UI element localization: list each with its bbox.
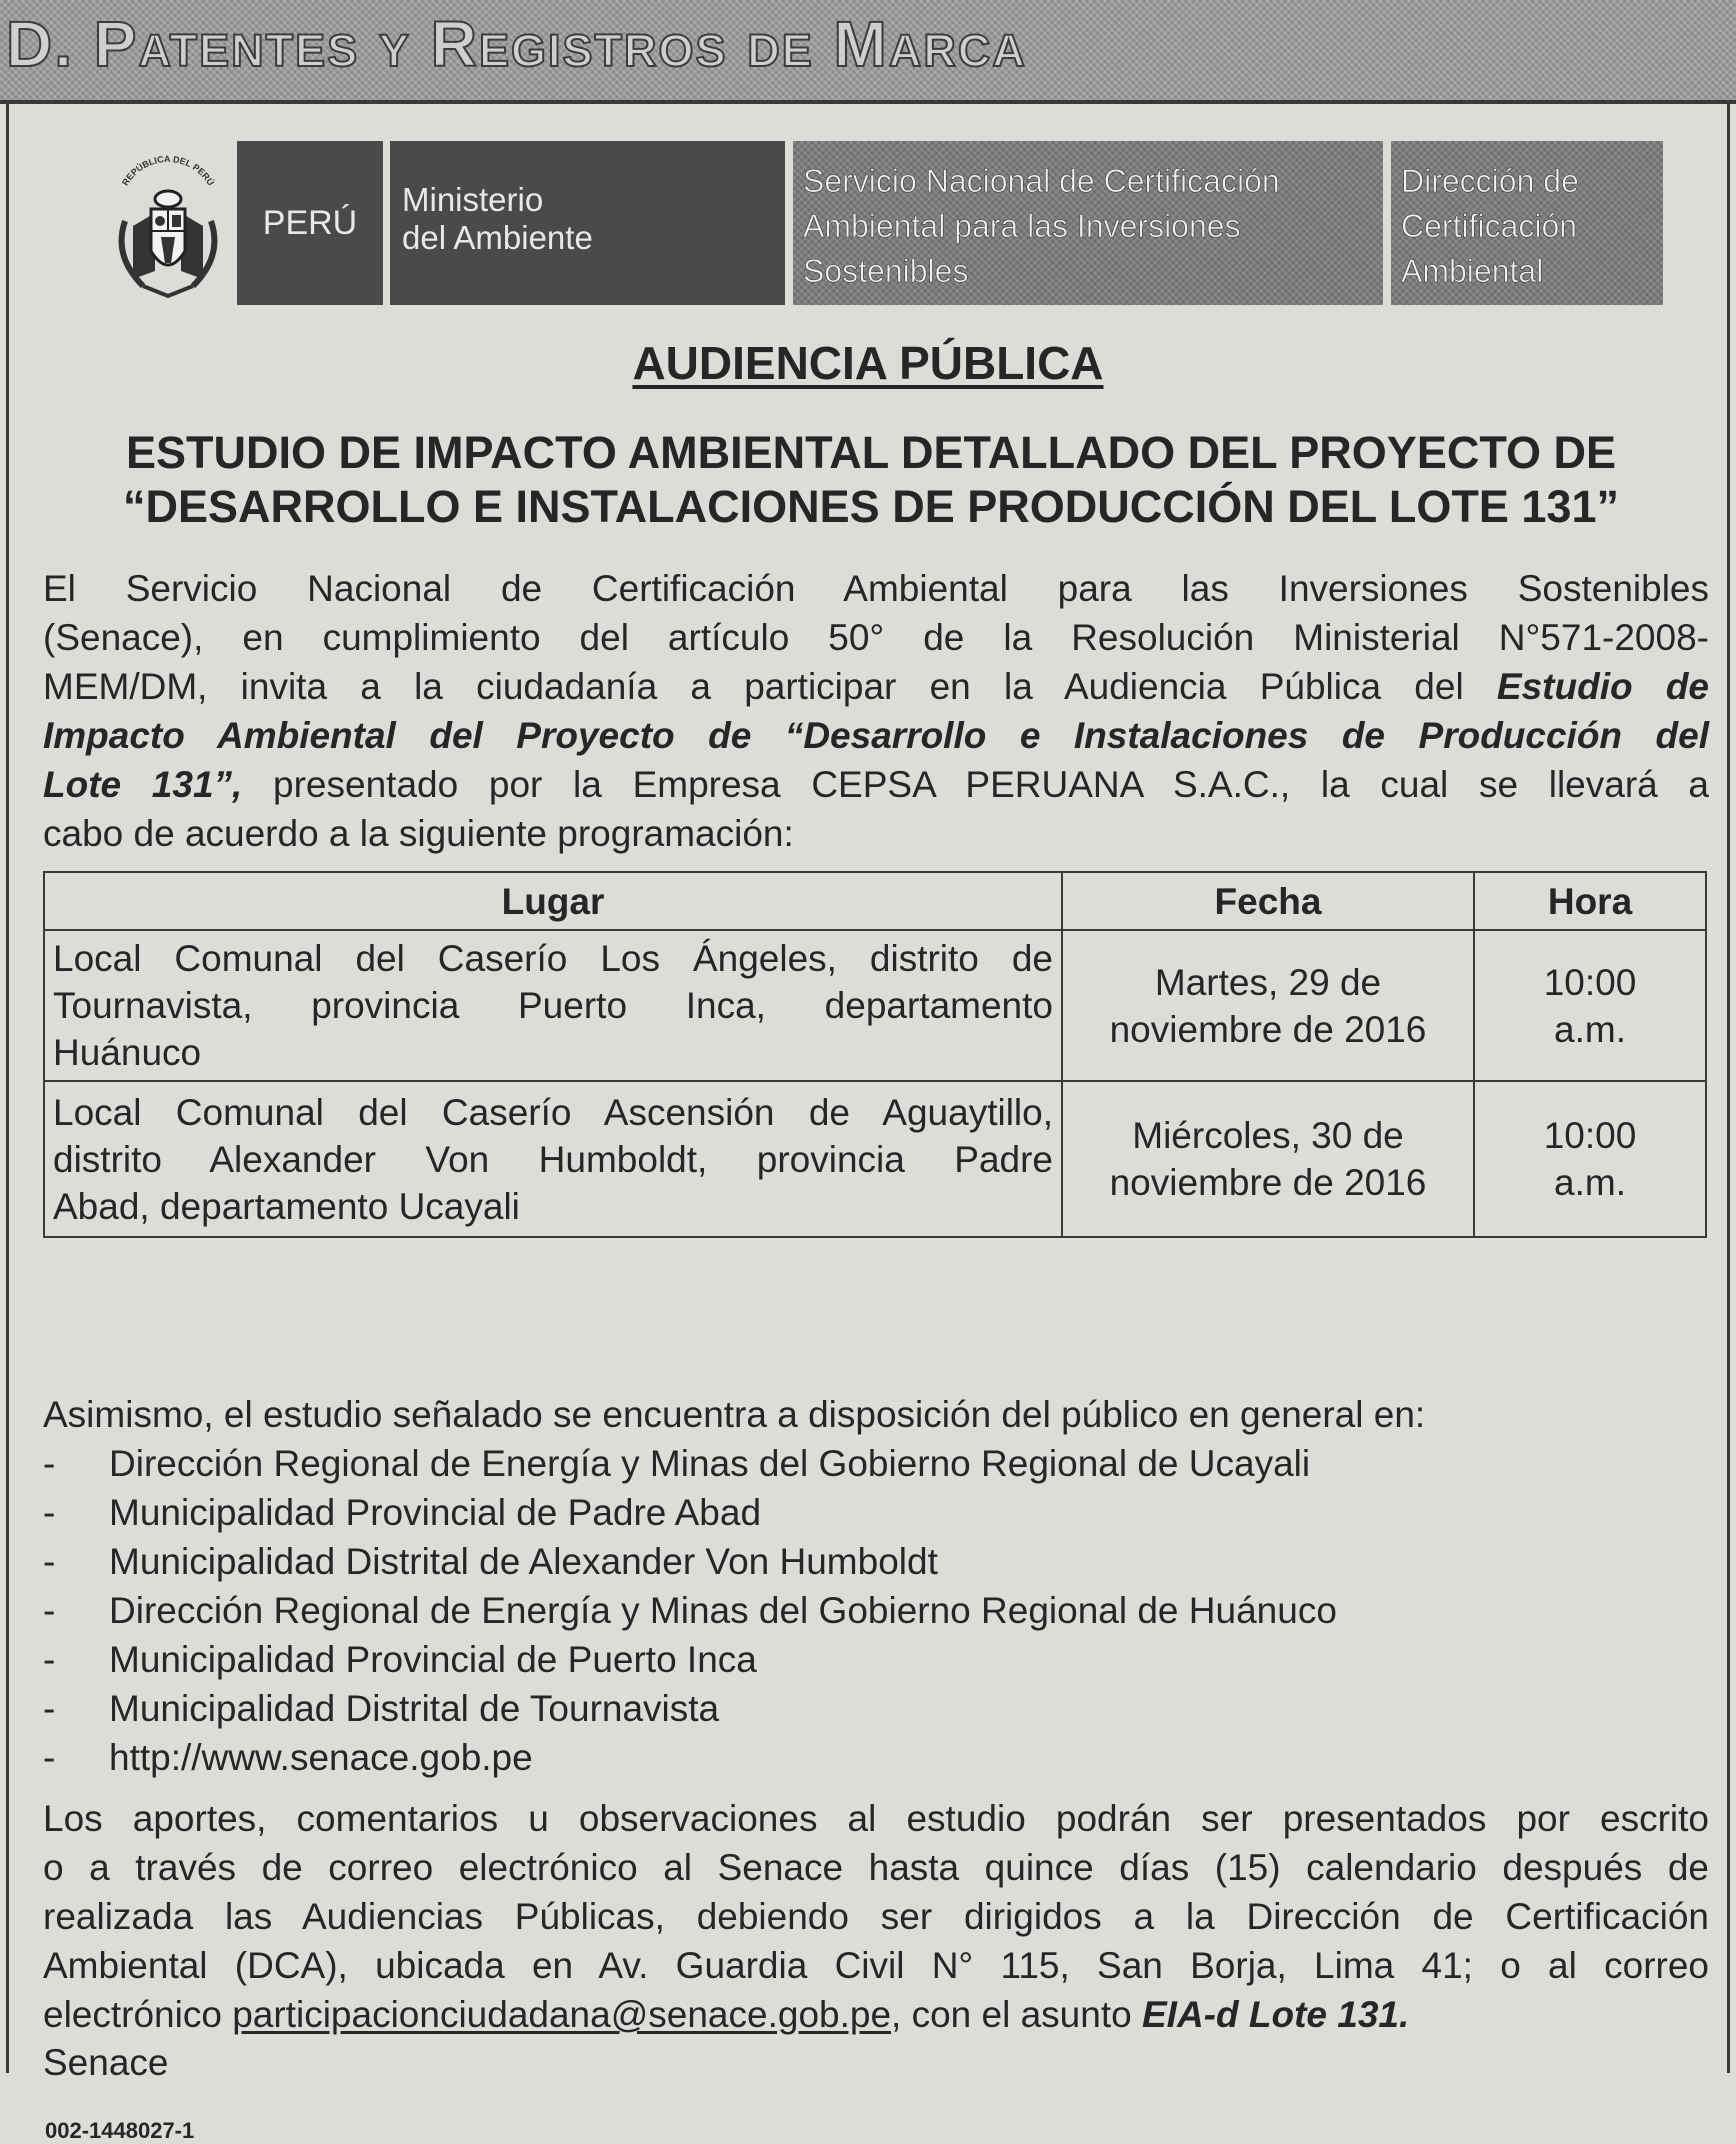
list-item: - Dirección Regional de Energía y Minas del Gobierno Regional de Ucayali xyxy=(43,1443,1311,1484)
list-item: - Municipalidad Provincial de Padre Abad xyxy=(43,1492,762,1533)
signature: Senace xyxy=(43,2042,169,2083)
ad-code: 002-1448027-1 xyxy=(45,2118,195,2143)
peru-coat-of-arms-icon xyxy=(103,151,233,301)
section-banner xyxy=(0,0,1736,104)
institution-header xyxy=(103,141,1663,309)
row-hora: 10:00 a.m. xyxy=(1474,930,1706,1081)
schedule-table xyxy=(43,871,1707,1238)
svg-text:REPÚBLICA DEL PERÚ: REPÚBLICA DEL PERÚ xyxy=(120,153,216,188)
peru-label: PERÚ xyxy=(237,141,383,305)
list-item: - Municipalidad Provincial de Puerto Inca xyxy=(43,1639,757,1680)
senace-name: Servicio Nacional de Certificación Ambiental para las Inversiones Sostenibles xyxy=(793,141,1383,305)
dca-name: Dirección de Certificación Ambiental xyxy=(1391,141,1663,305)
row-lugar: Local Comunal del Caserío Los Ángeles, distrito de Tournavista, provincia Puerto Inca, departamento Huánuco xyxy=(44,930,1062,1081)
notice-title: AUDIENCIA PÚBLICA xyxy=(632,337,1104,389)
row-hora: 10:00 a.m. xyxy=(1474,1081,1706,1237)
row-fecha: Miércoles, 30 de noviembre de 2016 xyxy=(1062,1081,1474,1237)
closing-paragraph: Los aportes, comentarios u observaciones al estudio podrán ser presentados por escrito o a través de correo electrónico al Senace hasta quince días (15) calendario después de realizada las Audiencias Públicas, debiendo ser dirigidos a la Dirección de Certificación Ambiental (DCA), ubicada en Av. Guardia Civil N° 115, San Borja, Lima 41; o al correo electrónico participacionciudadana@senace.gob.pe, con el asunto EIA-d Lote 131. xyxy=(43,1798,1709,2035)
header-lugar: Lugar xyxy=(44,872,1062,930)
section-title: D. Patentes y Registros de Marca xyxy=(6,8,1027,80)
row-fecha: Martes, 29 de noviembre de 2016 xyxy=(1062,930,1474,1081)
ministry-name: Ministerio del Ambiente xyxy=(390,141,785,305)
public-notice-ad xyxy=(6,104,1730,2143)
notice-subtitle: ESTUDIO DE IMPACTO AMBIENTAL DETALLADO DEL PROYECTO DE “DESARROLLO E INSTALACIONES DE PRODUCCIÓN DEL LOTE 131” xyxy=(123,427,1619,532)
list-item: - Municipalidad Distrital de Tournavista xyxy=(43,1688,720,1729)
header-hora: Hora xyxy=(1474,872,1706,930)
intro-paragraph: El Servicio Nacional de Certificación Ambiental para las Inversiones Sostenibles (Senace), en cumplimiento del artículo 50° de la Resolución Ministerial N°571-2008- MEM/DM, invita a la ciudadanía a participar en la Audiencia Pública del Estudio de Impacto Ambiental del Proyecto de “Desarrollo e Instalaciones de Producción del Lote 131”, presentado por la Empresa CEPSA PERUANA S.A.C., la cual se llevará a cabo de acuerdo a la siguiente programación: xyxy=(43,568,1709,854)
row-lugar: Local Comunal del Caserío Ascensión de Aguaytillo, distrito Alexander Von Humboldt, provincia Padre Abad, departamento Ucayali xyxy=(44,1081,1062,1237)
availability-list xyxy=(43,1439,1709,1782)
availability-intro: Asimismo, el estudio señalado se encuentra a disposición del público en general en: xyxy=(43,1394,1426,1435)
list-item-website[interactable]: - http://www.senace.gob.pe xyxy=(43,1737,533,1778)
table-row xyxy=(44,1081,1706,1237)
table-header-row xyxy=(44,872,1706,930)
list-item: - Municipalidad Distrital de Alexander Von Humboldt xyxy=(43,1541,938,1582)
contact-email-link[interactable]: participacionciudadana@senace.gob.pe xyxy=(232,1994,892,2035)
table-row xyxy=(44,930,1706,1081)
list-item: - Dirección Regional de Energía y Minas del Gobierno Regional de Huánuco xyxy=(43,1590,1337,1631)
header-fecha: Fecha xyxy=(1062,872,1474,930)
